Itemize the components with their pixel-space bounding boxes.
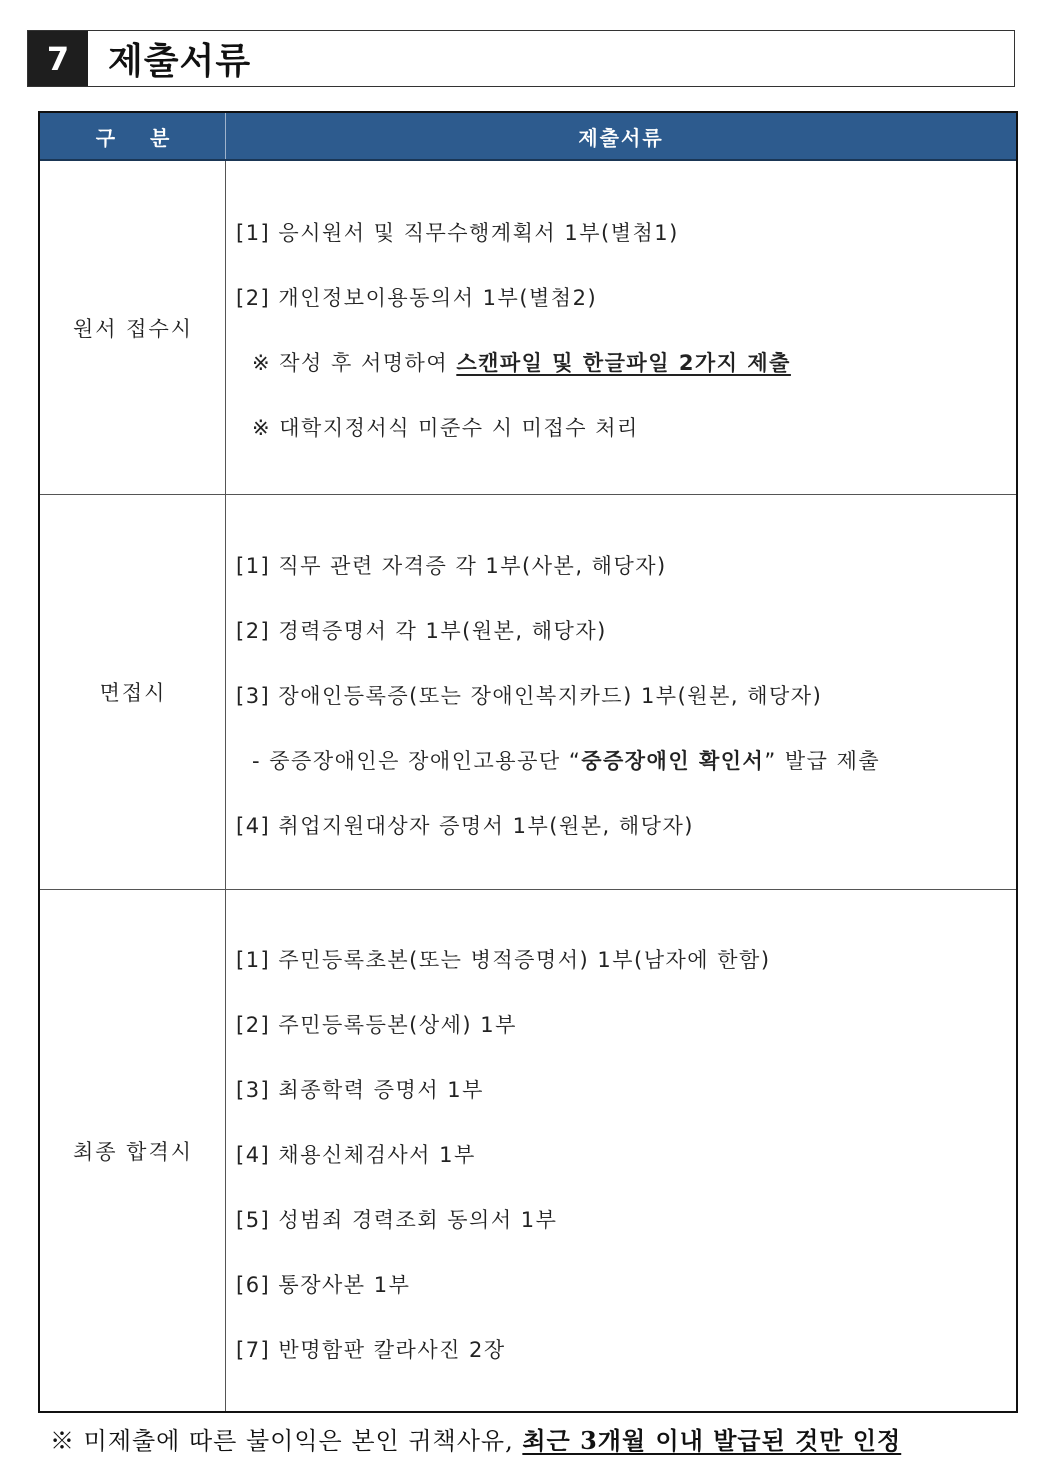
list-item: [4] 취업지원대상자 증명서 1부(원본, 해당자) — [236, 814, 694, 838]
table-row-final — [40, 890, 1016, 1411]
table-row-application — [40, 161, 1016, 495]
list-item: [1] 주민등록초본(또는 병적증명서) 1부(남자에 한함) — [236, 948, 771, 972]
sub-emphasis: 중증장애인 확인서 — [581, 749, 765, 773]
note-prefix: ※ 작성 후 서명하여 — [252, 351, 457, 375]
list-item: [6] 통장사본 1부 — [236, 1273, 411, 1297]
sub-prefix: - 중증장애인은 장애인고용공단 “ — [252, 749, 582, 773]
list-item: [1] 직무 관련 자격증 각 1부(사본, 해당자) — [236, 554, 667, 578]
section-header — [27, 30, 1015, 87]
sub-note — [252, 745, 880, 775]
note-emphasis: 스캔파일 및 한글파일 2가지 제출 — [456, 351, 791, 375]
row-category: 면접시 — [99, 681, 167, 705]
section-number: 7 — [28, 31, 88, 86]
note-format: ※ 대학지정서식 미준수 시 미접수 처리 — [252, 416, 639, 440]
section-title: 제출서류 — [108, 41, 252, 82]
table-row-interview — [40, 495, 1016, 889]
footer-emphasis: 최근 3개월 이내 발급된 것만 인정 — [522, 1426, 902, 1455]
header-documents: 제출서류 — [578, 125, 664, 150]
documents-table — [38, 111, 1018, 1413]
list-item: [2] 경력증명서 각 1부(원본, 해당자) — [236, 619, 607, 643]
list-item: [1] 응시원서 및 직무수행계획서 1부(별첨1) — [236, 221, 679, 245]
list-item: [2] 주민등록등본(상세) 1부 — [236, 1013, 517, 1037]
sub-suffix: ” 발급 제출 — [764, 749, 881, 773]
note-submission — [252, 347, 791, 377]
list-item: [2] 개인정보이용동의서 1부(별첨2) — [236, 286, 598, 310]
list-item: [7] 반명함판 칼라사진 2장 — [236, 1338, 506, 1362]
list-item: [5] 성범죄 경력조회 동의서 1부 — [236, 1208, 558, 1232]
footer-prefix: ※ 미제출에 따른 불이익은 본인 귀책사유, — [50, 1427, 523, 1455]
table-header — [40, 113, 1016, 161]
list-item: [3] 최종학력 증명서 1부 — [236, 1078, 484, 1102]
row-category: 원서 접수시 — [72, 317, 194, 341]
list-item: [3] 장애인등록증(또는 장애인복지카드) 1부(원본, 해당자) — [236, 684, 823, 708]
row-category: 최종 합격시 — [72, 1139, 194, 1164]
header-category: 구 분 — [40, 113, 226, 159]
footer-note — [50, 1421, 901, 1456]
list-item: [4] 채용신체검사서 1부 — [236, 1143, 476, 1167]
